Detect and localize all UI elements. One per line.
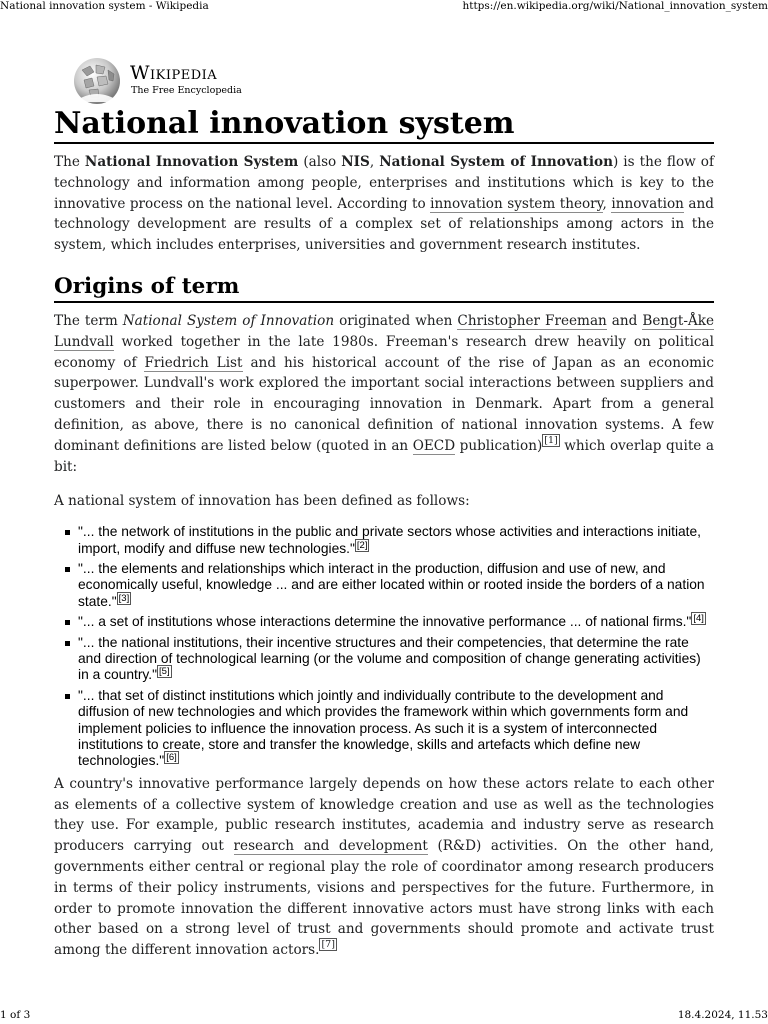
reference-link[interactable]: [7]	[321, 939, 335, 951]
origins-paragraph: The term National System of Innovation originated when Christopher Freeman and Bengt-Åke Lundvall worked together in the late 1980s. Freeman's research drew heavily on political economy of Friedrich List and his historical account of the rise of Japan as an economic superpower. Lundvall's work explored the important social interactions between suppliers and customers and their role in encouraging innovation in Denmark. Apart from a general definition, as above, there is no canonical definition of national innovation systems. A few dominant definitions are listed below (quoted in an OECD publication) [1] which overlap quite a bit:	[54, 312, 715, 475]
reference-link[interactable]: [2]	[356, 539, 368, 551]
list-item: "... that set of distinct institutions which jointly and individually contribute to the development and diffusion of new technologies and which provides the framework within which governments form and implement policies to influence the innovation process. As such it is a system of interconnected institutions to create, store and transfer the knowledge, skills and artefacts which define new technologies." [6]	[78, 688, 714, 770]
page-number: 1 of 3	[0, 1009, 31, 1021]
link-oecd[interactable]: OECD	[412, 437, 456, 454]
link-research-and-development[interactable]: research and development	[233, 838, 428, 855]
reference-link[interactable]: [6]	[166, 752, 177, 764]
list-item: "... the elements and relationships which interact in the production, diffusion and use of new, and economically useful, knowledge ... and are either located within or rooted inside the borders of a nation state." [3]	[78, 561, 714, 610]
reference-link[interactable]: [1]	[544, 434, 558, 446]
link-innovation[interactable]: innovation	[611, 195, 684, 212]
reference-link[interactable]: [4]	[693, 613, 704, 625]
definitions-list	[54, 524, 714, 770]
performance-paragraph: A country's innovative performance largely depends on how these actors relate to each other as elements of a collective system of knowledge creation and use as well as the technologies they use. For example, public research institutes, academia and industry serve as research producers carrying out research and development (R&D) activities. On the other hand, governments either central or regional play the role of coordinator among research producers in terms of their policy instruments, visions and perspectives for the future. Furthermore, in order to promote innovation the different innovative actors must have strong links with each other based on a strong level of trust and governments should promote and activate trust among the different innovation actors. [7]	[54, 775, 714, 959]
wikipedia-tagline: The Free Encyclopedia	[131, 85, 242, 96]
article-content	[54, 56, 714, 961]
link-christopher-freeman[interactable]: Christopher Freeman	[457, 312, 607, 329]
wikipedia-globe-icon	[72, 56, 122, 106]
wikipedia-wordmark: Wikipedia	[130, 62, 218, 84]
reference-link[interactable]: [3]	[118, 592, 130, 604]
print-header	[0, 0, 768, 14]
wikipedia-logo[interactable]	[54, 56, 714, 108]
print-datetime: 18.4.2024, 11.53	[677, 1009, 768, 1021]
lead-paragraph: The National Innovation System (also NIS, National System of Innovation) is the flow of technology and information among people, enterprises and institutions which is key to the innovative process on the national level. According to innovation system theory, innovation and technology development are results of a complex set of relationships among actors in the system, which includes enterprises, universities and government research institutes.	[54, 154, 714, 254]
list-item: "... the network of institutions in the public and private sectors whose activities and interactions initiate, import, modify and diffuse new technologies." [2]	[78, 524, 714, 557]
print-page-title: National innovation system - Wikipedia	[0, 0, 209, 12]
list-item: "... a set of institutions whose interactions determine the innovative performance ... of national firms." [4]	[78, 614, 714, 630]
list-item: "... the national institutions, their incentive structures and their competencies, that determine the rate and direction of technological learning (or the volume and composition of change generating activities) in a country." [5]	[78, 635, 714, 684]
print-page-url[interactable]: https://en.wikipedia.org/wiki/National_innovation_system	[462, 0, 768, 12]
section-heading-origins: Origins of term	[54, 274, 714, 303]
link-bengt-ake-lundvall[interactable]: Bengt-Åke Lundvall	[54, 312, 715, 350]
reference-link[interactable]: [5]	[159, 666, 170, 678]
page-title: National innovation system	[54, 108, 714, 144]
link-friedrich-list[interactable]: Friedrich List	[144, 354, 243, 371]
link-innovation-system-theory[interactable]: innovation system theory	[430, 195, 603, 212]
definitions-intro: A national system of innovation has been defined as follows:	[54, 493, 470, 510]
print-footer	[0, 1009, 768, 1023]
